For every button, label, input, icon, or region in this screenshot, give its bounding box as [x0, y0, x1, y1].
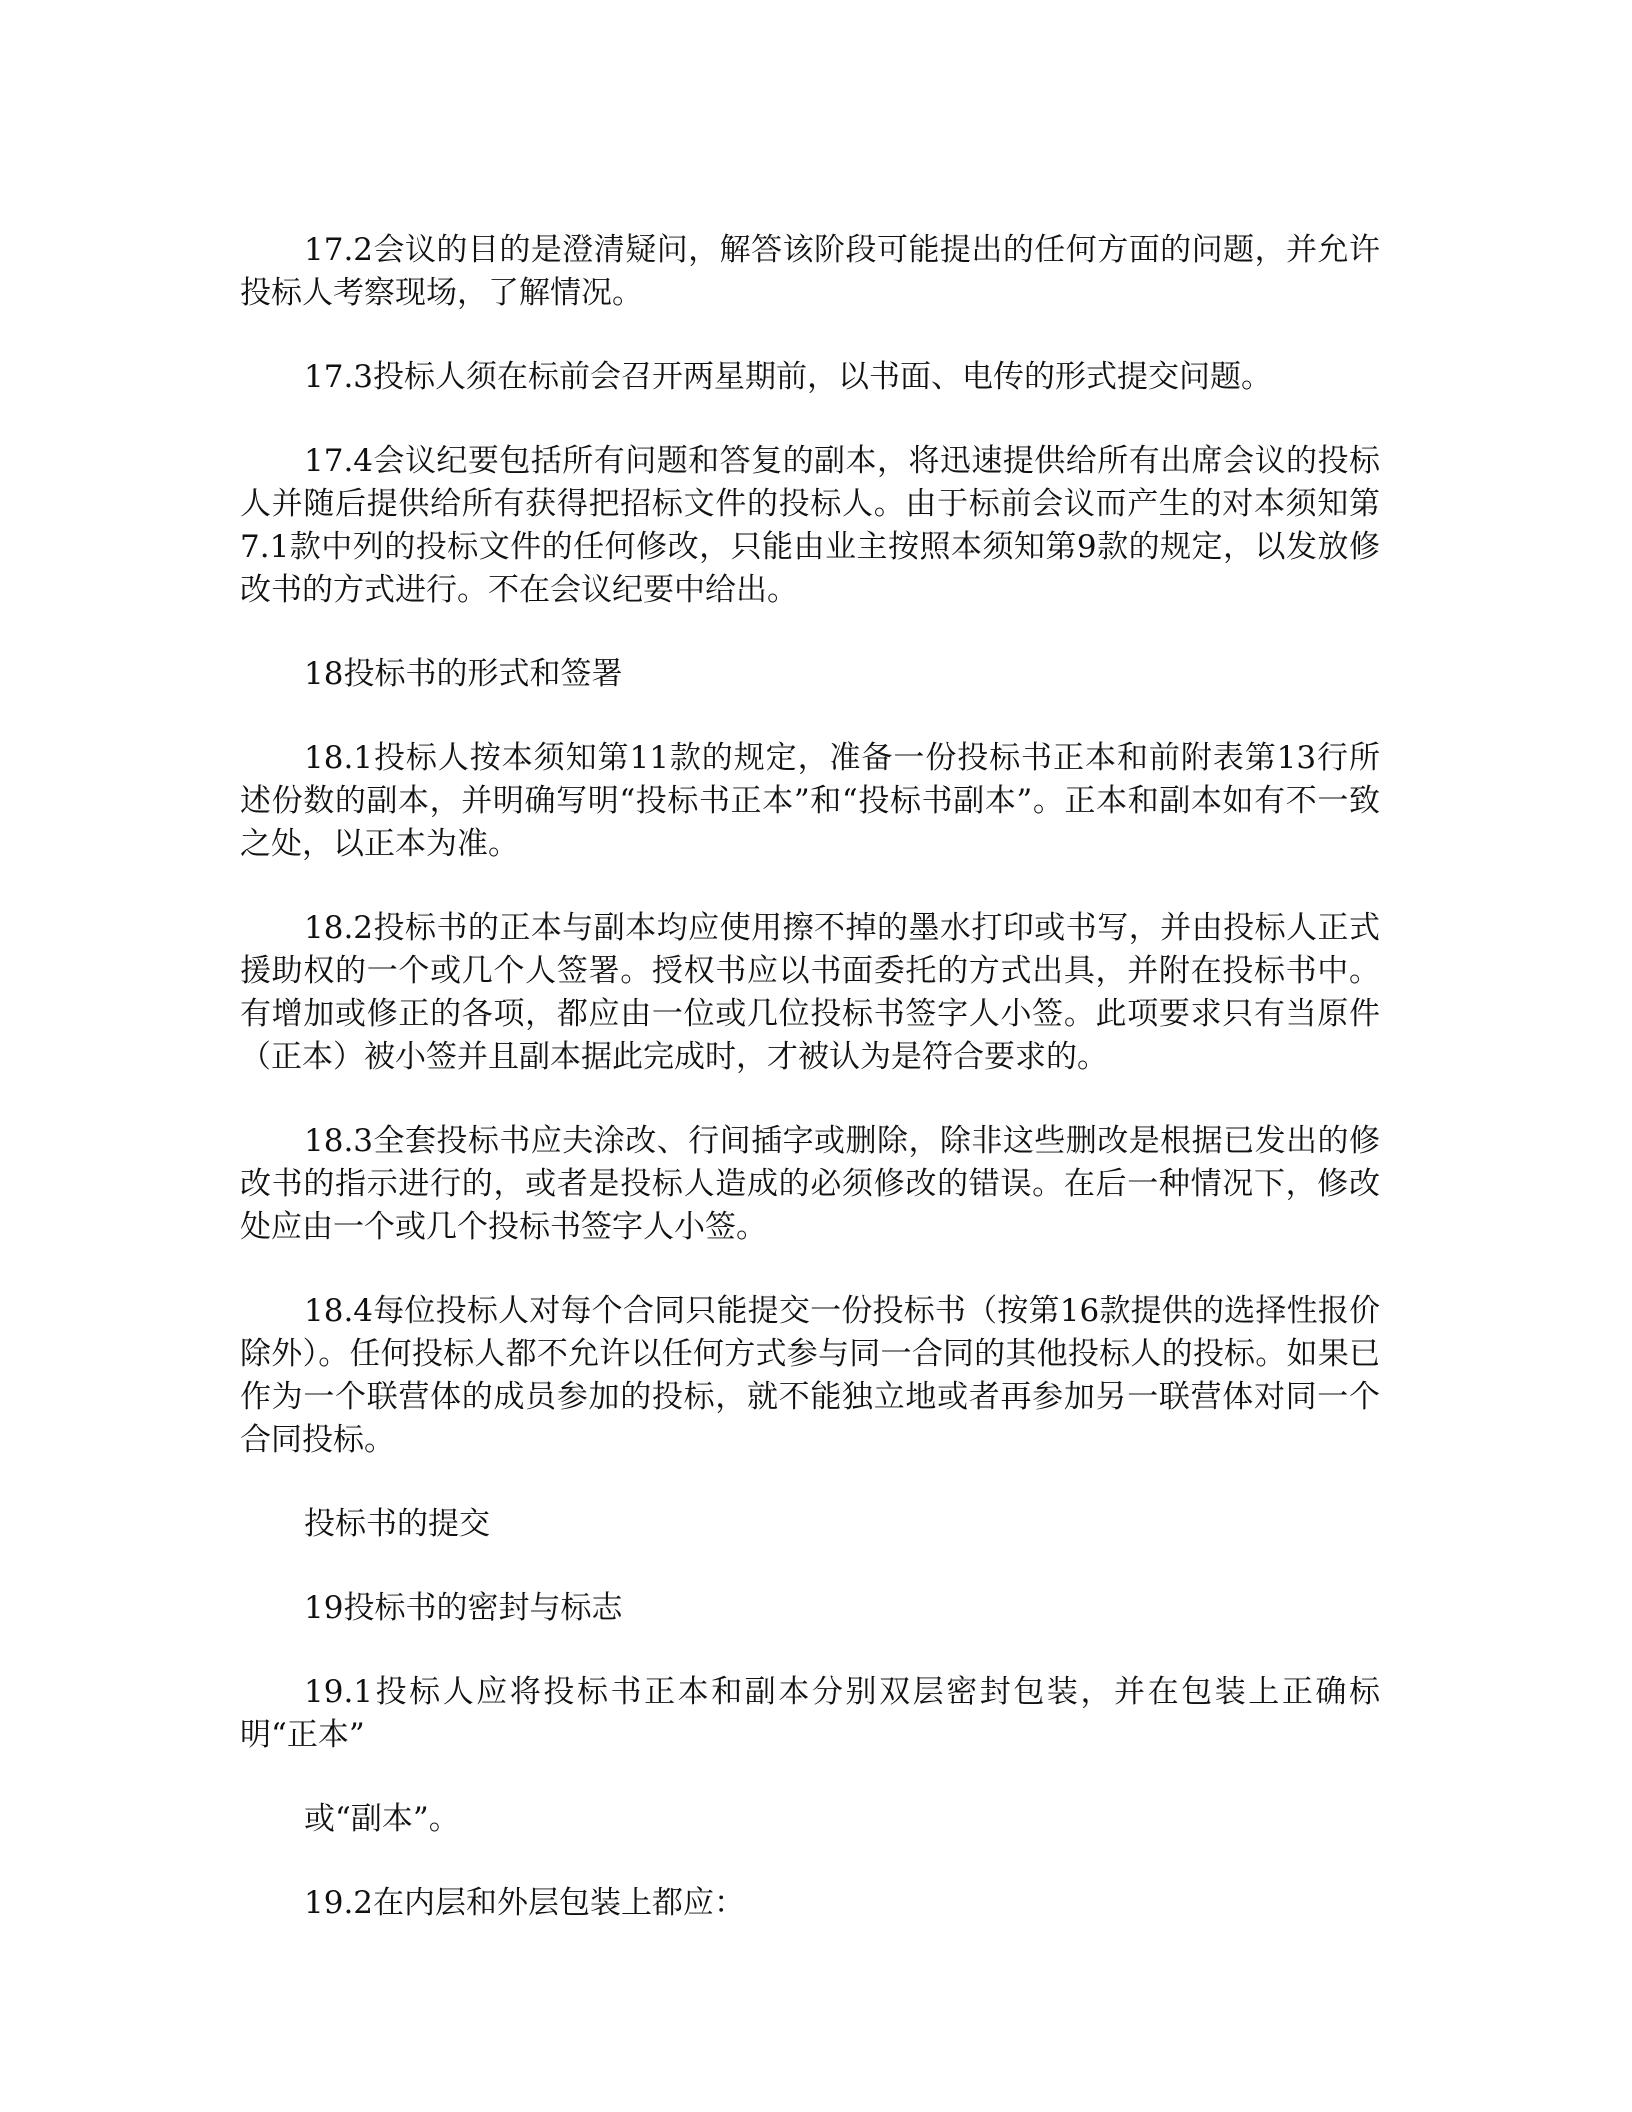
paragraph-17-3: 17.3投标人须在标前会召开两星期前，以书面、电传的形式提交问题。 — [304, 359, 1273, 395]
section-heading-18: 18投标书的形式和签署 — [304, 656, 623, 692]
paragraph-18-3: 18.3全套投标书应夫涂改、行间插字或删除，除非这些删改是根据已发出的修改书的指示进行的，或者是投标人造成的必须修改的错误。在后一种情况下，修改处应由一个或几个投标书签字人小签。 — [240, 1123, 1380, 1245]
paragraph-17-4: 17.4会议纪要包括所有问题和答复的副本，将迅速提供给所有出席会议的投标人并随后提供给所有获得把招标文件的投标人。由于标前会议而产生的对本须知第7.1款中列的投标文件的任何修改，只能由业主按照本须知第9款的规定，以发放修改书的方式进行。不在会议纪要中给出。 — [240, 443, 1380, 608]
paragraph-19-2: 19.2在内层和外层包装上都应： — [304, 1885, 746, 1921]
paragraph-18-2: 18.2投标书的正本与副本均应使用擦不掉的墨水打印或书写，并由投标人正式援助权的一个或几个人签署。授权书应以书面委托的方式出具，并附在投标书中。有增加或修正的各项，都应由一位或几位投标书签字人小签。此项要求只有当原件（正本）被小签并且副本据此完成时，才被认为是符合要求的。 — [240, 910, 1380, 1075]
paragraph-19-1: 19.1投标人应将投标书正本和副本分别双层密封包装，并在包装上正确标明“正本” — [240, 1674, 1380, 1753]
paragraph-19-1-continued: 或“副本”。 — [304, 1801, 460, 1837]
paragraph-17-2: 17.2会议的目的是澄清疑问，解答该阶段可能提出的任何方面的问题，并允许投标人考察现场，了解情况。 — [240, 232, 1380, 311]
paragraph-18-1: 18.1投标人按本须知第11款的规定，准备一份投标书正本和前附表第13行所述份数的副本，并明确写明“投标书正本”和“投标书副本”。正本和副本如有不一致之处，以正本为准。 — [240, 740, 1380, 862]
document-body — [240, 229, 1380, 1966]
section-heading-19: 19投标书的密封与标志 — [304, 1590, 623, 1626]
section-heading-submission: 投标书的提交 — [304, 1506, 490, 1542]
paragraph-18-4: 18.4每位投标人对每个合同只能提交一份投标书（按第16款提供的选择性报价除外）。任何投标人都不允许以任何方式参与同一合同的其他投标人的投标。如果已作为一个联营体的成员参加的投标，就不能独立地或者再参加另一联营体对同一个合同投标。 — [240, 1293, 1380, 1458]
